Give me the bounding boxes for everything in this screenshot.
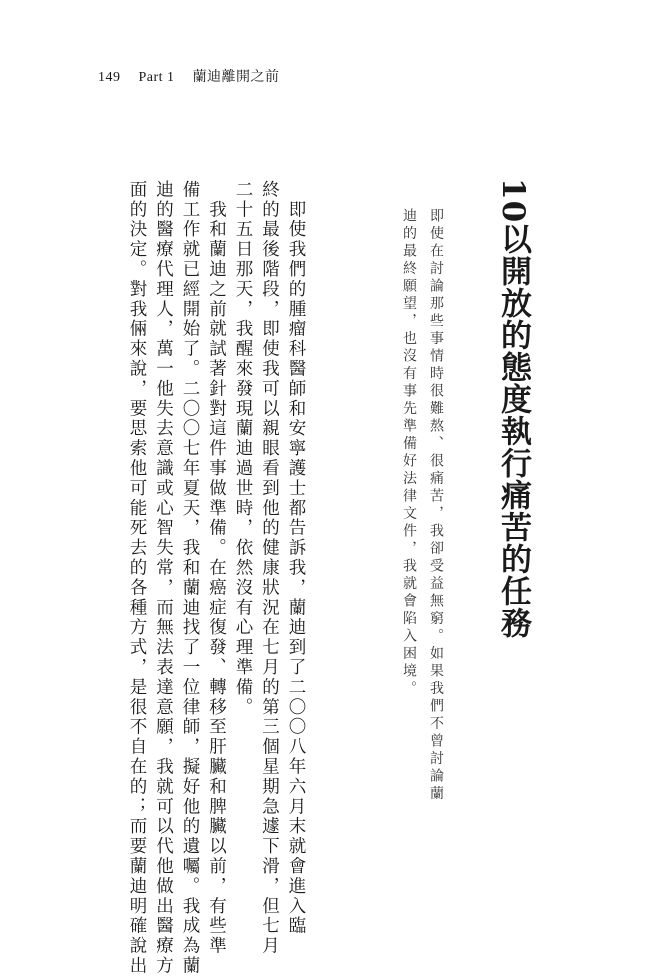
page-number: 149: [98, 70, 121, 85]
body-line: 迪的醫療代理人，萬一他失去意識或心智失常，而無法表達意願，我就可以代他做出醫療方: [153, 180, 174, 976]
body-line: 備工作就已經開始了。二〇〇七年夏天，我和蘭迪找了一位律師，擬好他的遺囑。我成為蘭: [180, 180, 200, 976]
section-title: 蘭迪離開之前: [192, 70, 280, 85]
body-text: [94, 180, 309, 976]
chapter-title: [491, 178, 535, 639]
body-line: 終的最後階段，即使我可以親眼看到他的健康狀況在七月的第三個星期急遽下滑，但七月: [259, 180, 280, 957]
body-line: 面的決定。對我倆來說，要思索他可能死去的各種方式，是很不自在的；而要蘭迪明確說出: [127, 180, 147, 976]
epigraph-line: 即使在討論那些事情時很難熬、很痛苦，我卻受益無窮。如果我們不曾討論蘭: [428, 208, 444, 803]
chapter-title-text: 以開放的態度執行痛苦的任務: [495, 223, 531, 640]
chapter-number: 10: [495, 178, 531, 224]
epigraph: [395, 208, 449, 803]
body-line: 我和蘭迪之前就試著針對這件事做準備。在癌症復發、轉移至肝臟和脾臟以前，有些準: [206, 180, 227, 957]
body-line: 即使我們的腫瘤科醫師和安寧護士都告訴我，蘭迪到了二〇〇八年六月末就會進入臨: [286, 180, 306, 937]
epigraph-line: 迪的最終願望，也沒有事先準備好法律文件，我就會陷入困境。: [401, 208, 417, 698]
body-line: 二十五日那天，我醒來發現蘭迪過世時，依然沒有心理準備。: [233, 180, 253, 718]
running-head: [98, 66, 294, 86]
part-label: Part 1: [138, 70, 175, 85]
